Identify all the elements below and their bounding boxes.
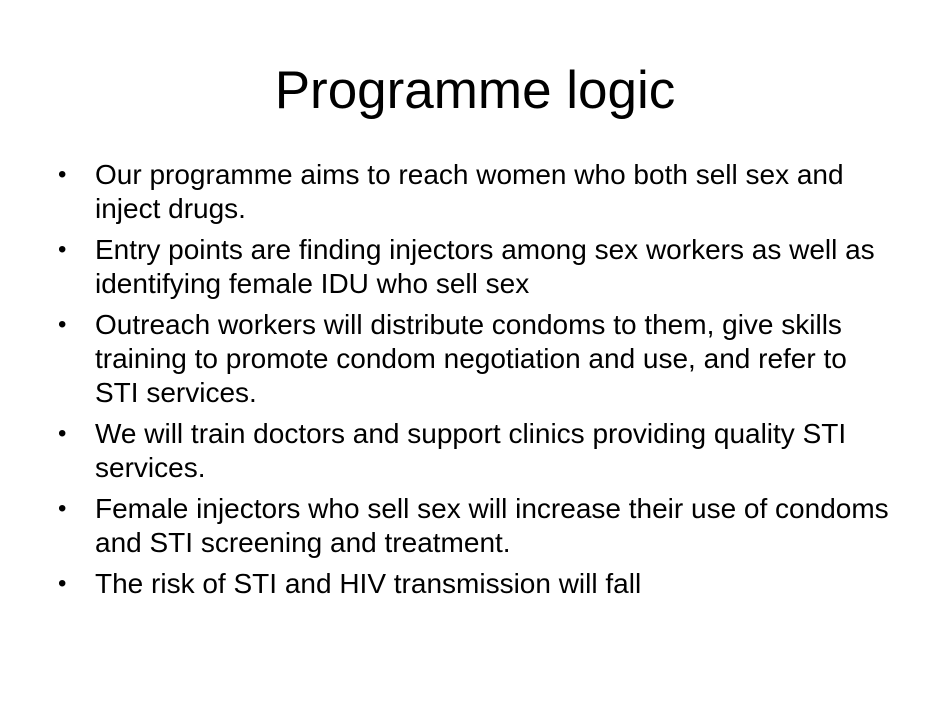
bullet-item: [58, 233, 898, 301]
bullet-text: Our programme aims to reach women who both sell sex and inject drugs.: [95, 159, 844, 224]
bullet-item: [58, 567, 898, 601]
slide-title: Programme logic: [274, 61, 676, 120]
bullet-item: [58, 492, 898, 560]
bullet-text: Entry points are finding injectors among sex workers as well as identifying female IDU who sell sex: [95, 234, 875, 299]
bullet-text: The risk of STI and HIV transmission will fall: [95, 568, 642, 599]
bullet-icon: •: [58, 495, 67, 522]
bullet-icon: •: [58, 420, 67, 447]
bullet-item: [58, 158, 898, 226]
bullet-icon: •: [58, 311, 67, 338]
bullet-icon: •: [58, 161, 67, 188]
bullet-item: [58, 417, 898, 485]
bullet-icon: •: [58, 570, 67, 597]
bullet-list: [58, 158, 898, 608]
bullet-item: [58, 308, 898, 410]
bullet-text: Female injectors who sell sex will increase their use of condoms and STI screening and treatment.: [95, 493, 889, 558]
bullet-text: Outreach workers will distribute condoms to them, give skills training to promote condom negotiation and use, and refer to STI services.: [95, 309, 847, 408]
bullet-icon: •: [58, 236, 67, 263]
bullet-text: We will train doctors and support clinics providing quality STI services.: [95, 418, 847, 483]
